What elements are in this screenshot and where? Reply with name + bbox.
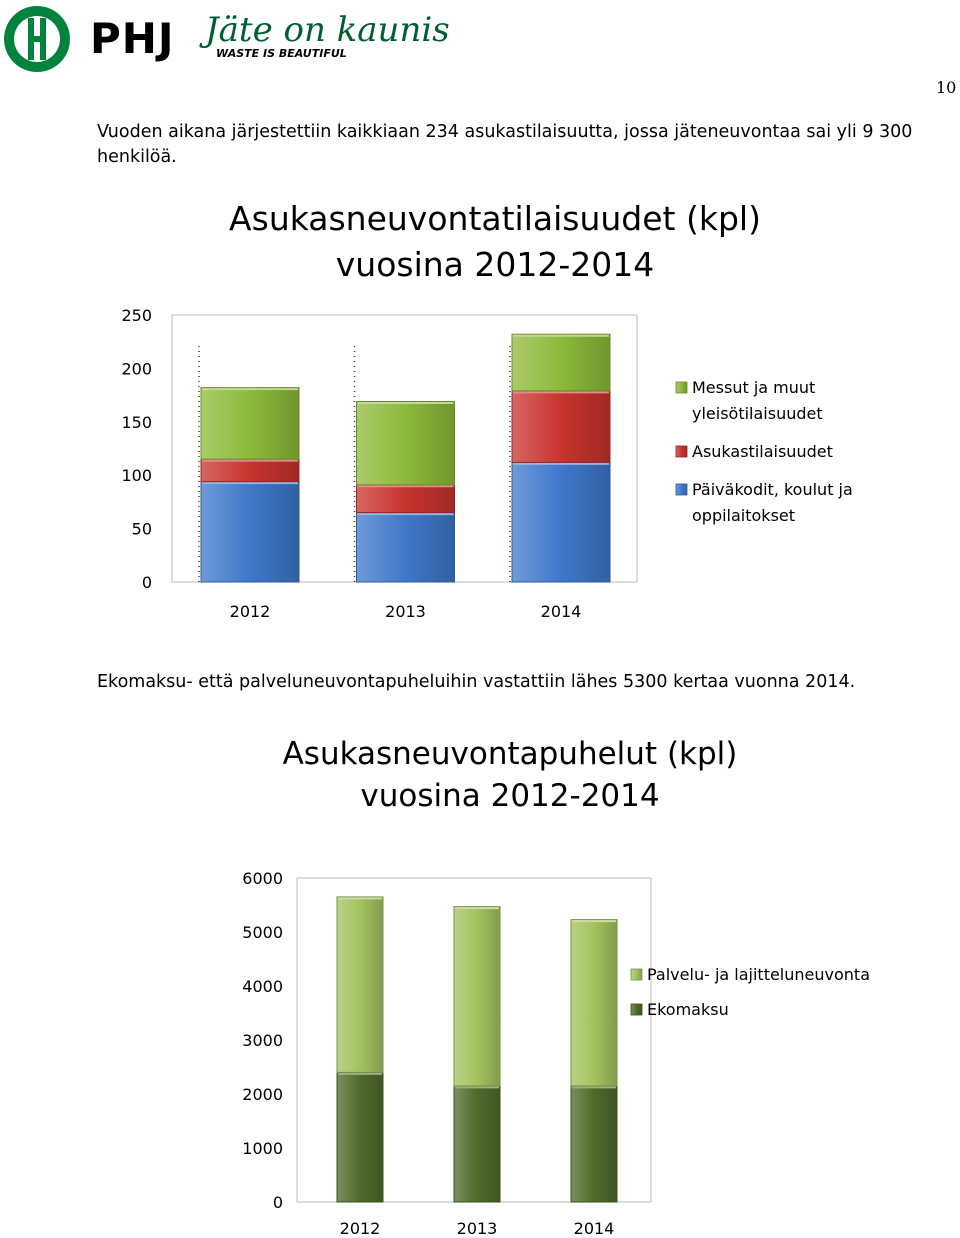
chart2-plot bbox=[0, 860, 960, 1238]
chart2-bar-2012-series-2 bbox=[337, 897, 383, 1073]
chart1-bar-2012-series-2 bbox=[201, 459, 299, 481]
chart2-legend-swatch-1 bbox=[631, 1004, 642, 1015]
chart2-ytick-label: 3000 bbox=[242, 1031, 283, 1050]
paragraph-events: Vuoden aikana järjestettiin kaikkiaan 234 asukastilaisuutta, jossa jäteneuvontaa sai yli 9 300 henkilöä. bbox=[97, 122, 913, 167]
chart1-legend-label-1: Päiväkodit, koulut ja bbox=[692, 480, 853, 499]
chart2-legend-label-2: Palvelu- ja lajitteluneuvonta bbox=[647, 965, 870, 984]
chart2-bar-2013-series-1 bbox=[454, 1086, 500, 1202]
logo-text: PHJ bbox=[90, 14, 175, 63]
chart2-bar-2012-series-1 bbox=[337, 1072, 383, 1202]
chart2-legend-swatch-2 bbox=[631, 969, 642, 980]
chart1-legend-swatch-1 bbox=[676, 484, 687, 495]
page-number: 10 bbox=[936, 78, 957, 97]
chart1-legend-label-1: oppilaitokset bbox=[692, 506, 796, 525]
chart1-bar-2012-series-3 bbox=[201, 388, 299, 460]
chart1-bar-2013-series-1 bbox=[357, 513, 455, 582]
tagline: Jäte on kaunis bbox=[205, 10, 450, 50]
chart2-title bbox=[180, 733, 840, 817]
chart2-xtick-label-2014: 2014 bbox=[573, 1219, 615, 1238]
chart2-ytick-label: 4000 bbox=[242, 977, 283, 996]
chart1-legend-swatch-2 bbox=[676, 446, 687, 457]
chart1-title-line1: Asukasneuvontatilaisuudet (kpl) bbox=[229, 199, 761, 238]
chart1-legend-label-2: Asukastilaisuudet bbox=[692, 442, 833, 461]
chart2-bar-2013-series-2 bbox=[454, 907, 500, 1086]
chart1-ytick-label: 250 bbox=[121, 306, 152, 325]
chart1-bar-2014-series-3 bbox=[512, 334, 610, 391]
chart1-bar-2013-series-3 bbox=[357, 402, 455, 485]
chart1-title bbox=[170, 196, 820, 288]
chart1-title-line2: vuosina 2012-2014 bbox=[335, 245, 655, 284]
chart1-xtick-label-2014: 2014 bbox=[540, 602, 582, 621]
chart1-bar-2014-series-2 bbox=[512, 391, 610, 463]
chart1-bar-2012-series-1 bbox=[201, 482, 299, 582]
chart1-xtick-label-2012: 2012 bbox=[229, 602, 271, 621]
chart2-xtick-label-2012: 2012 bbox=[339, 1219, 381, 1238]
chart2-ytick-label: 2000 bbox=[242, 1085, 283, 1104]
chart2-ytick-label: 0 bbox=[272, 1193, 283, 1212]
chart1-ytick-label: 200 bbox=[121, 359, 152, 379]
chart1-legend-swatch-3 bbox=[676, 382, 687, 393]
chart1-plot bbox=[0, 290, 960, 630]
phj-logo-icon bbox=[2, 4, 72, 74]
chart1-ytick-label: 50 bbox=[131, 519, 152, 539]
chart2-ytick-label: 5000 bbox=[242, 923, 283, 942]
chart1-bar-2014-series-1 bbox=[512, 462, 610, 582]
chart2-title-line2: vuosina 2012-2014 bbox=[360, 778, 660, 814]
chart2-ytick-label: 6000 bbox=[242, 869, 283, 888]
chart1-bar-2013-series-2 bbox=[357, 485, 455, 513]
paragraph-calls: Ekomaksu- että palveluneuvontapuheluihin vastattiin lähes 5300 kertaa vuonna 2014. bbox=[97, 672, 856, 692]
chart1-ytick-label: 0 bbox=[141, 573, 152, 592]
chart1-legend-label-3: Messut ja muut bbox=[692, 378, 816, 397]
chart2-bar-2014-series-1 bbox=[571, 1086, 617, 1202]
chart1-ytick-label: 100 bbox=[121, 466, 152, 486]
chart1-xtick-label-2013: 2013 bbox=[385, 602, 426, 621]
chart2-legend-label-1: Ekomaksu bbox=[647, 1000, 729, 1019]
chart1-ytick-label: 150 bbox=[121, 412, 152, 432]
chart2-ytick-label: 1000 bbox=[242, 1139, 283, 1158]
chart2-title-line1: Asukasneuvontapuhelut (kpl) bbox=[282, 736, 738, 772]
chart2-xtick-label-2013: 2013 bbox=[456, 1219, 498, 1238]
chart1-legend-label-3: yleisötilaisuudet bbox=[692, 404, 823, 423]
page-header bbox=[0, 0, 960, 80]
chart2-bar-2014-series-2 bbox=[571, 920, 617, 1086]
tagline-subtitle: WASTE IS BEAUTIFUL bbox=[216, 47, 347, 60]
